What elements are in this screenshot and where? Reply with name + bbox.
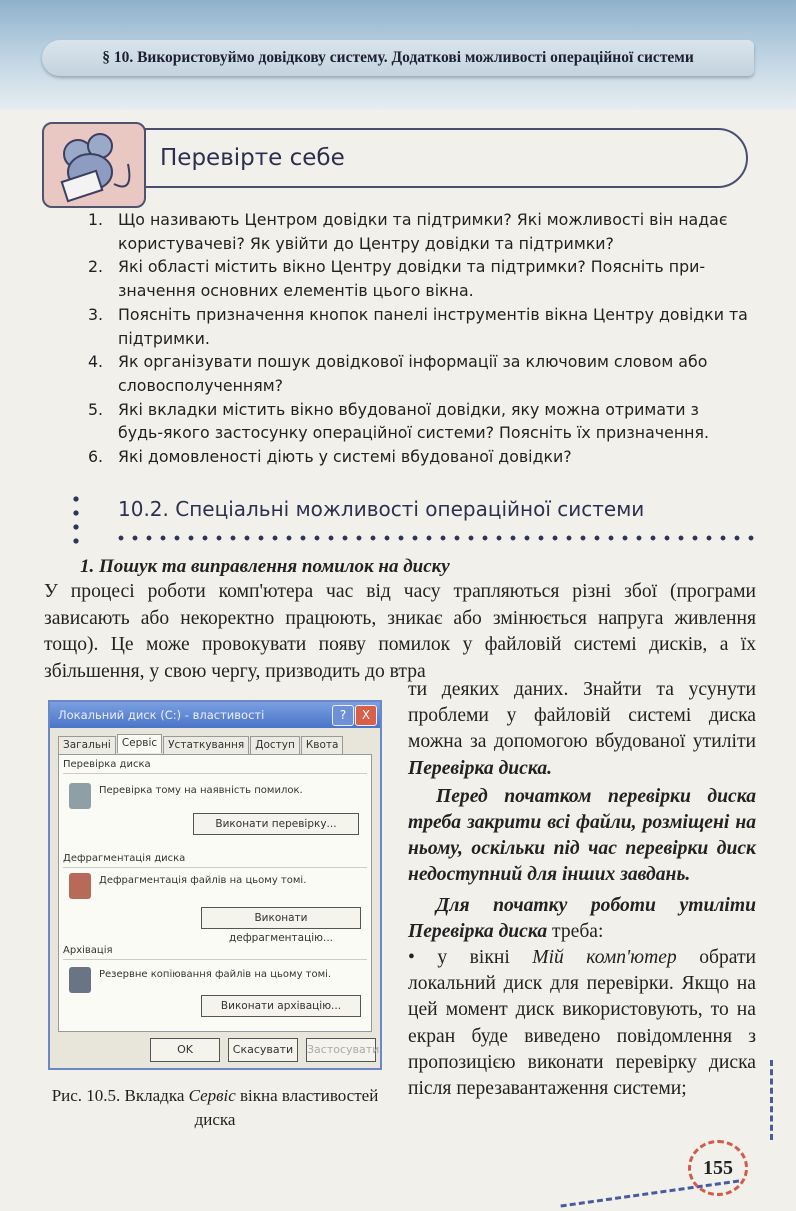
paragraph-text: ти деяких даних. Знайти та усунути проблеми у файловій системі диска можна за допомогою вбудованої утиліти [408, 679, 756, 753]
disk-properties-dialog [48, 700, 382, 1070]
question-item [88, 350, 748, 397]
right-paragraph-3 [408, 893, 756, 945]
paragraph-text: треба: [547, 920, 604, 942]
bullet-item: • у вікні Мій комп'ютер обрати локальний диск для перевірки. Якщо на цей момент диск використовують, то на екран буде виведено повідомлення з пропозицією виконати перевірку диска після перезавантаження системи; [408, 947, 756, 1100]
group-title-check: Перевірка диска [63, 759, 151, 770]
bullet-text-end: обрати локальний диск для перевірки. Якщо на цей момент диск використовують, то на екран буде виведено повідомлення з пропозицією виконати перевірку диска після перезавантаження системи; [408, 947, 756, 1100]
group-title-defrag: Дефрагментація диска [63, 853, 186, 864]
group-text-check: Перевірка тому на наявність помилок. [99, 785, 303, 796]
check-yourself-title: Перевірте себе [160, 145, 345, 171]
caption-prefix: Рис. 10.5. Вкладка [51, 1086, 189, 1105]
dialog-title: Локальний диск (C:) - властивості [58, 708, 265, 722]
service-tab-panel [58, 754, 372, 1032]
right-text-column [408, 677, 756, 1102]
check-yourself-banner [144, 128, 748, 188]
tab-quota[interactable]: Квота [301, 736, 344, 755]
question-item [88, 303, 748, 350]
question-item [88, 398, 748, 445]
question-number: 4. [88, 352, 104, 372]
question-number: 1. [88, 210, 104, 229]
decorative-dash-vertical [770, 1060, 776, 1140]
question-text: Як організувати пошук довідкової інформації за ключовим словом або словосполученням? [118, 352, 708, 395]
cancel-button[interactable]: Скасувати [228, 1038, 298, 1062]
question-text: Поясніть призначення кнопок панелі інструментів вікна Центру довідки та підтримки. [118, 304, 748, 348]
group-title-backup: Архівація [63, 945, 113, 956]
question-number: 5. [88, 399, 104, 419]
group-divider [63, 773, 367, 774]
question-item [88, 445, 748, 469]
backup-now-button[interactable]: Виконати архівацію... [201, 995, 361, 1017]
tab-sharing[interactable]: Доступ [250, 736, 300, 755]
defragment-now-button[interactable]: Виконати дефрагментацію... [201, 907, 361, 929]
chapter-header [42, 40, 754, 76]
paragraph-bold-text: Перевірка диска. [408, 757, 553, 779]
chapter-header-title: § 10. Використовуймо довідкову систему. Додаткові можливості операційної системи [102, 49, 694, 66]
right-paragraph-1 [408, 677, 756, 782]
bullet-italic-text: Мій комп'ютер [532, 947, 677, 969]
question-text: Які вкладки містить вікно вбудованої довідки, яку можна отримати з будь-якого застосунку операційної системи? Поясніть їх призначення. [118, 399, 710, 443]
close-button[interactable]: X [355, 705, 377, 726]
question-number: 3. [88, 304, 104, 324]
ok-button[interactable]: OK [150, 1038, 220, 1062]
caption-italic: Сервіс [188, 1086, 236, 1105]
bullet-text: у вікні [437, 947, 533, 969]
check-disk-icon [69, 783, 91, 809]
group-divider [63, 867, 367, 868]
apply-button[interactable]: Застосувати [306, 1038, 376, 1062]
question-list [88, 208, 748, 469]
defrag-icon [69, 873, 91, 899]
figure-caption [40, 1084, 390, 1132]
dotted-divider [114, 534, 754, 542]
question-text: Які домовленості діють у системі вбудованої довідки? [118, 447, 572, 467]
group-divider [63, 959, 367, 960]
question-item [88, 208, 748, 255]
tab-hardware[interactable]: Устаткування [163, 736, 249, 755]
tab-service[interactable]: Сервіс [117, 734, 162, 753]
check-yourself-block [42, 122, 750, 190]
warning-paragraph: Перед початком перевірки диска треба закрити всі файли, розміщені на ньому, оскільки під час перевірки диск недоступний для інших завдань. [408, 785, 756, 886]
dotted-divider-vertical [72, 492, 80, 548]
subsection-heading: 1. Пошук та виправлення помилок на диску [80, 556, 450, 577]
group-text-defrag: Дефрагментація файлів на цьому томі. [99, 875, 307, 886]
reading-mouse-icon [42, 122, 146, 208]
tab-general[interactable]: Загальні [58, 736, 116, 755]
backup-icon [69, 967, 91, 993]
intro-paragraph: У процесі роботи комп'ютера час від часу трапляються різні збої (програми зависають або некоректно працюють, зникає або змінюється напруга живлення тощо). Це може провокувати появу помилок у файловій системі дисків, а їх збільшення, у свою чергу, призводить до втра [44, 581, 756, 682]
section-title: 10.2. Спеціальні можливості операційної системи [118, 497, 645, 521]
check-now-button[interactable]: Виконати перевірку... [193, 813, 359, 835]
question-number: 6. [88, 447, 104, 467]
group-text-backup: Резервне копіювання файлів на цьому томі. [99, 969, 332, 980]
question-number: 2. [88, 257, 104, 277]
question-item [88, 255, 748, 302]
page-number: 155 [688, 1140, 748, 1196]
help-button[interactable]: ? [332, 705, 354, 726]
paragraph-bold-text: Для початку роботи утиліти Перевірка диска [408, 894, 756, 942]
dialog-tabs [58, 736, 344, 755]
question-text: Які області містить вікно Центру довідки та підтримки? Поясніть призначення основних елементів цього вікна. [118, 257, 706, 301]
caption-suffix: вікна властивостей диска [194, 1086, 379, 1129]
question-text: Що називають Центром довідки та підтримки? Які можливості він надає користувачеві? Як увійти до Центру довідки та підтримки? [118, 210, 728, 253]
dialog-titlebar [50, 702, 380, 728]
